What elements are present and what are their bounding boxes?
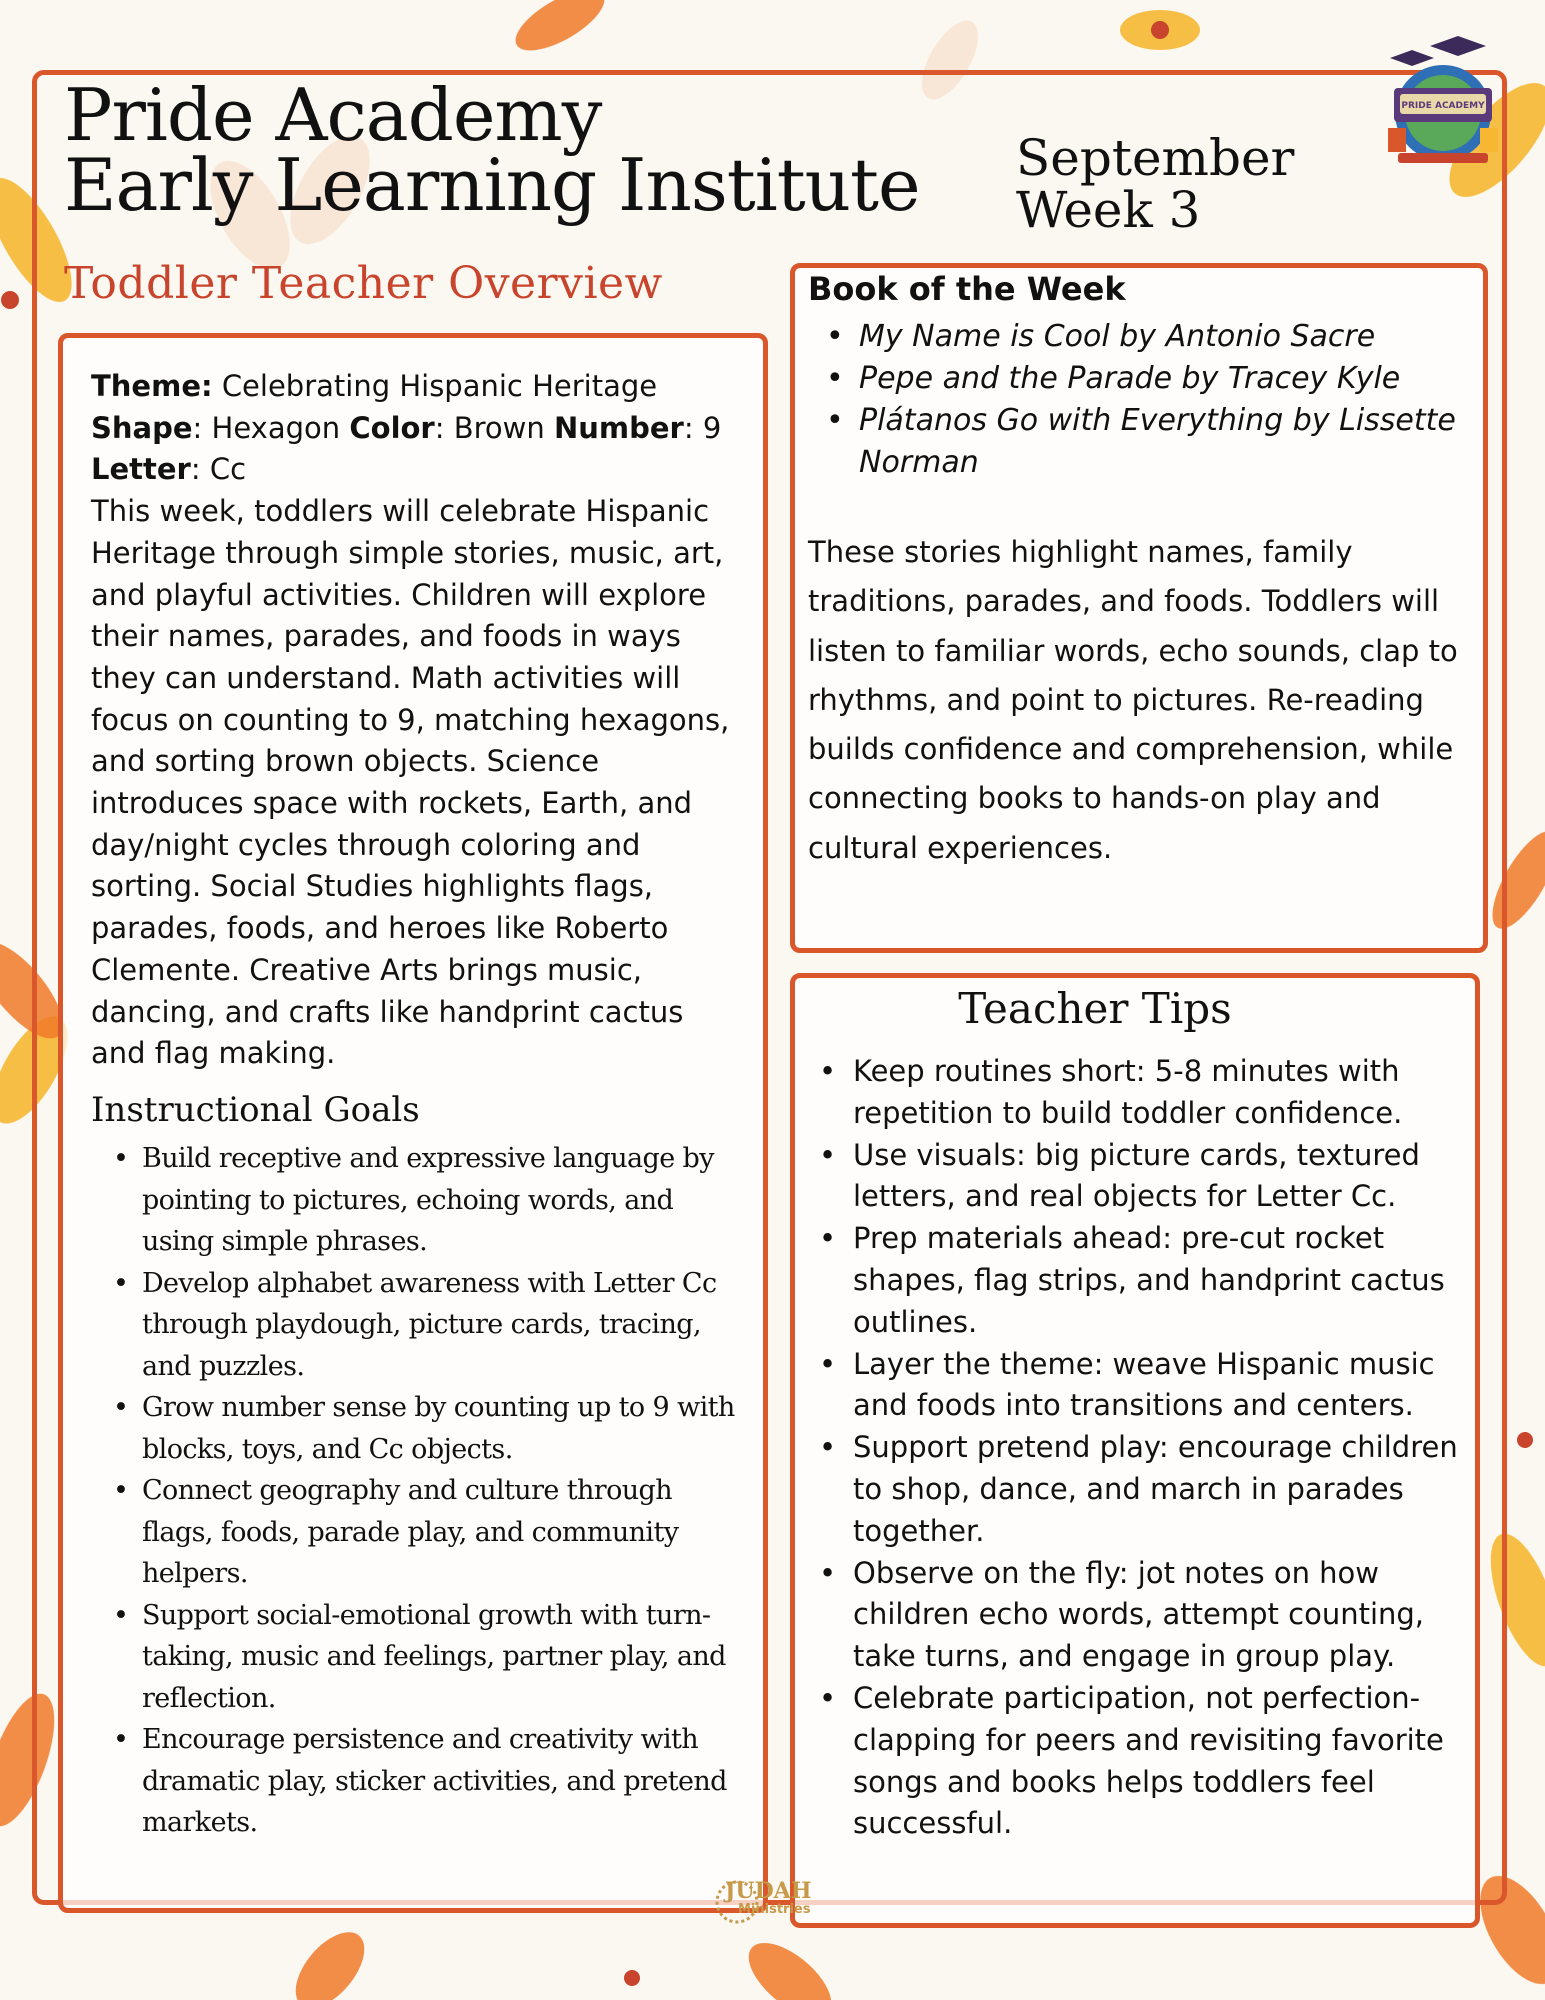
tip-item: • Use visuals: big picture cards, textured letters, and real objects for Letter Cc. (813, 1135, 1473, 1219)
goal-item: • Support social-emotional growth with turn-taking, music and feelings, partner play, and reflection. (91, 1595, 741, 1720)
number-value: 9 (702, 410, 722, 445)
title-line-2: Early Learning Institute (64, 143, 920, 227)
theme-label: Theme: (91, 369, 213, 403)
goal-item: • Encourage persistence and creativity with dramatic play, sticker activities, and pretend markets. (91, 1719, 741, 1844)
shape-value: Hexagon (211, 410, 341, 445)
title-line-1: Pride Academy (64, 73, 602, 157)
book-heading: Book of the Week (808, 270, 1126, 308)
book-item: • My Name is Cool by Antonio Sacre (808, 316, 1478, 358)
school-logo (1368, 28, 1518, 173)
letter-value: Cc (209, 452, 247, 487)
goal-item: • Grow number sense by counting up to 9 with blocks, toys, and Cc objects. (91, 1387, 741, 1470)
book-of-week-panel (790, 263, 1488, 953)
teacher-tips-panel (790, 973, 1480, 1928)
overview-paragraph: This week, toddlers will celebrate Hispanic Heritage through simple stories, music, art, and playful activities. Children will explore their names, parades, and foods in ways they can understand. Math activities will focus on counting to 9, matching hexagons, and sorting brown objects. Science introduces space with rockets, Earth, and day/night cycles through coloring and sorting. Social Studies highlights flags, parades, foods, and heroes like Roberto Clemente. Creative Arts brings music, dancing, and crafts like handprint cactus and flag making. (91, 494, 730, 1071)
theme-line (91, 366, 731, 408)
footer-logo-sub: Ministries (738, 1902, 811, 1917)
letter-label: Letter (91, 452, 191, 487)
tip-item: • Keep routines short: 5-8 minutes with repetition to build toddler confidence. (813, 1051, 1473, 1135)
week-label: Week 3 (1016, 181, 1201, 239)
page-subtitle: Toddler Teacher Overview (64, 258, 663, 309)
tip-item: • Support pretend play: encourage children to shop, dance, and march in parades together. (813, 1427, 1473, 1552)
shape-color-number-line: Shape: Hexagon Color: Brown Number: 9 (91, 410, 722, 445)
logo-text: PRIDE ACADEMY (1401, 101, 1485, 111)
goal-item: • Connect geography and culture through flags, foods, parade play, and community helpers. (91, 1470, 741, 1595)
book-item: • Pepe and the Parade by Tracey Kyle (808, 358, 1478, 400)
goal-item: • Develop alphabet awareness with Letter Cc through playdough, picture cards, tracing, and puzzles. (91, 1263, 741, 1388)
tip-item: • Celebrate participation, not perfection-clapping for peers and revisiting favorite songs and books helps toddlers feel successful. (813, 1678, 1473, 1845)
goals-heading: Instructional Goals (91, 1090, 420, 1130)
number-label: Number (553, 410, 684, 445)
footer-logo-text: JUDAH (725, 1878, 812, 1904)
overview-panel (58, 333, 768, 1913)
goal-item: • Build receptive and expressive language by pointing to pictures, echoing words, and using simple phrases. (91, 1138, 741, 1263)
book-list (808, 316, 1478, 484)
tips-heading: Teacher Tips (958, 984, 1232, 1033)
shape-label: Shape (91, 410, 193, 445)
tips-list (813, 1051, 1473, 1845)
page-title (64, 73, 920, 227)
goals-list (91, 1138, 741, 1844)
theme-value: Celebrating Hispanic Heritage (221, 369, 658, 403)
book-description: These stories highlight names, family traditions, parades, and foods. Toddlers will listen to familiar words, echo sounds, clap to rhythms, and point to pictures. Re-reading builds confidence and comprehension, while connecting books to hands-on play and cultural experiences. (808, 535, 1458, 865)
color-value: Brown (453, 410, 545, 445)
date-block (1016, 129, 1295, 239)
tip-item: • Prep materials ahead: pre-cut rocket shapes, flag strips, and handprint cactus outlines. (813, 1218, 1473, 1343)
tip-item: • Observe on the fly: jot notes on how children echo words, attempt counting, take turns, and engage in group play. (813, 1553, 1473, 1678)
color-label: Color (349, 410, 435, 445)
overview-text (91, 366, 731, 1075)
tip-item: • Layer the theme: weave Hispanic music and foods into transitions and centers. (813, 1344, 1473, 1428)
letter-line: Letter: Cc (91, 452, 247, 487)
month-label: September (1016, 129, 1295, 187)
book-item: • Plátanos Go with Everything by Lissette Norman (808, 400, 1478, 484)
